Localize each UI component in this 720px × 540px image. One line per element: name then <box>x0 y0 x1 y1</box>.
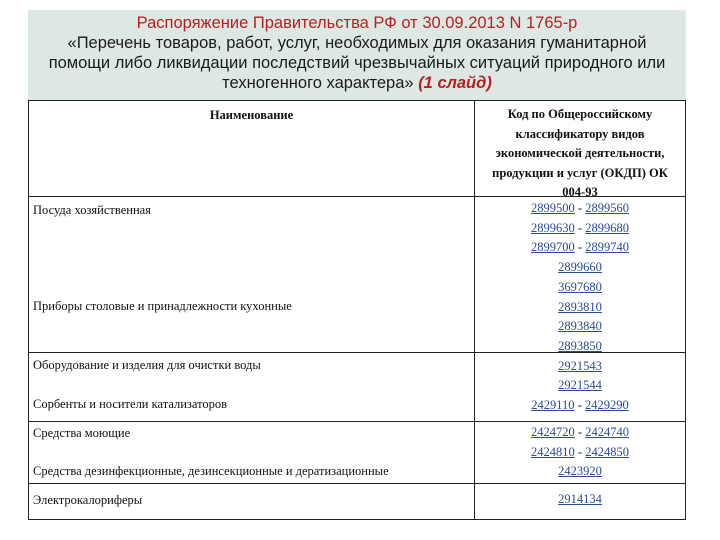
okdp-code-line <box>475 337 685 357</box>
okdp-code-link[interactable]: 2899630 <box>531 220 575 235</box>
list-title-line-3-text: техногенного характера» <box>222 74 414 92</box>
okdp-code-link[interactable]: 2899560 <box>585 201 629 215</box>
column-header-name: Наименование <box>209 108 294 122</box>
list-title-line-2: помощи либо ликвидации последствий чрезвычайных ситуаций природного или <box>48 54 666 72</box>
okdp-code-line <box>475 396 685 416</box>
code-range-separator: - <box>574 220 586 235</box>
okdp-code-line <box>475 376 685 396</box>
code-list <box>475 199 685 416</box>
okdp-code-link[interactable]: 2914134 <box>558 492 602 506</box>
decree-title: Распоряжение Правительства РФ от 30.09.2013 N 1765-р <box>136 14 578 32</box>
slide-header <box>28 10 686 100</box>
okdp-code-line <box>475 258 685 278</box>
column-header-code-line: экономической деятельности, <box>495 146 665 160</box>
table-row-name: Посуда хозяйственная <box>33 203 151 217</box>
table-row-name: Приборы столовые и принадлежности кухонные <box>33 299 292 313</box>
column-header-code-line: Код по Общероссийскому <box>507 107 653 121</box>
code-range-separator: - <box>574 240 586 255</box>
okdp-code-link[interactable]: 2921543 <box>558 358 602 373</box>
okdp-code-link[interactable]: 2893840 <box>558 319 602 334</box>
okdp-code-line <box>475 219 685 239</box>
code-range-separator: - <box>574 425 586 439</box>
table-row-name: Оборудование и изделия для очистки воды <box>33 358 261 372</box>
column-header-code <box>475 105 685 203</box>
code-list <box>475 423 685 482</box>
okdp-code-line <box>475 423 685 443</box>
okdp-code-line <box>475 490 685 510</box>
okdp-code-link[interactable]: 2899680 <box>585 220 629 235</box>
okdp-code-line <box>475 317 685 337</box>
goods-table <box>28 100 686 520</box>
column-header-code-line: 004-93 <box>562 185 598 199</box>
okdp-code-link[interactable]: 2424720 <box>531 425 575 439</box>
okdp-code-link[interactable]: 2429110 <box>531 398 575 413</box>
okdp-code-link[interactable]: 2893810 <box>558 299 602 314</box>
okdp-code-line <box>475 462 685 482</box>
okdp-code-link[interactable]: 2423920 <box>558 464 602 479</box>
row-divider <box>29 483 685 484</box>
column-header-code-line: продукции и услуг (ОКДП) ОК <box>492 165 668 180</box>
okdp-code-link[interactable]: 2424740 <box>585 425 629 439</box>
table-row-name: Сорбенты и носители катализаторов <box>33 397 228 411</box>
okdp-code-link[interactable]: 2899500 <box>531 201 575 215</box>
row-divider <box>29 421 685 422</box>
okdp-code-link[interactable]: 2424850 <box>585 444 629 459</box>
column-header-code-line: классификатору видов <box>515 126 645 141</box>
code-range-separator: - <box>574 398 585 413</box>
code-list <box>475 490 685 510</box>
okdp-code-link[interactable]: 2921544 <box>558 378 602 393</box>
slide-number-label: (1 слайд) <box>418 74 492 92</box>
table-row-name: Средства дезинфекционные, дезинсекционные и дератизационные <box>33 464 389 478</box>
okdp-code-link[interactable]: 2899740 <box>585 240 629 255</box>
okdp-code-line <box>475 443 685 463</box>
list-title-line-3 <box>28 73 686 93</box>
okdp-code-link[interactable]: 2893850 <box>558 338 602 353</box>
table-row-name: Электрокалориферы <box>33 493 143 507</box>
okdp-code-line <box>475 238 685 258</box>
code-range-separator: - <box>574 201 586 215</box>
okdp-code-link[interactable]: 2899660 <box>558 260 602 275</box>
table-row-name: Средства моющие <box>33 426 131 440</box>
okdp-code-line <box>475 357 685 377</box>
code-range-separator: - <box>574 444 586 459</box>
okdp-code-link[interactable]: 2424810 <box>531 444 575 459</box>
okdp-code-link[interactable]: 3697680 <box>558 279 602 294</box>
okdp-code-link[interactable]: 2429290 <box>584 398 629 413</box>
okdp-code-line <box>475 298 685 318</box>
okdp-code-link[interactable]: 2899700 <box>531 240 575 255</box>
okdp-code-line <box>475 278 685 298</box>
list-title-line-1: «Перечень товаров, работ, услуг, необходимых для оказания гуманитарной <box>67 34 647 52</box>
okdp-code-line <box>475 199 685 219</box>
